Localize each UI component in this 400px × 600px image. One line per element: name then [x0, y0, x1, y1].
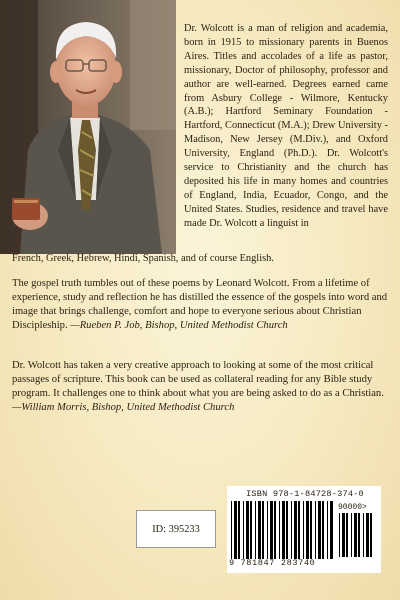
- endorsement-quote-1: [12, 277, 388, 333]
- barcode-bar: [243, 501, 244, 559]
- barcode-bar: [258, 501, 261, 559]
- barcode-bar: [274, 501, 276, 559]
- author-photo: [0, 0, 176, 254]
- barcode-bar: [262, 501, 264, 559]
- author-bio-column: Dr. Wolcott is a man of religion and academia, born in 1915 to missionary parents in Buenos Aires. Titles and accolades of a life as pastor, missionary, Doctor of philosophy, professor and author are well-earned. Degrees earned came from Asbury College - Wilmore, Kentucky (A.B.); Hartford Seminary Foundation - Hartford, Connecticut (M.A.); Drew University - Madison, New Jersey (M.Div.), and Oxford University, England (Ph.D.). Dr. Wolcott's service to Christianity and the church has deposited his life in many homes and countries of England, India, Ecuador, Congo, and the United States. Studies, residence and travel have made Dr. Wolcott a linguist in: [184, 23, 388, 229]
- barcode-bar: [298, 501, 300, 559]
- author-bio-continued: French, Greek, Hebrew, Hindi, Spanish, and of course English.: [12, 253, 274, 264]
- quote-text: The gospel truth tumbles out of these poems by Leonard Wolcott. From a lifetime of experience, study and reflection he has distilled the essence of the gospels into word and image that brings challenge, comfort and hope to everyone serious about Christian Discipleship.: [12, 278, 388, 331]
- isbn-text: ISBN 978-1-84728-374-0: [246, 489, 364, 499]
- ean-barcode-bars: [231, 501, 335, 559]
- barcode-bar: [282, 501, 285, 559]
- barcode-box: [227, 486, 381, 573]
- barcode-bar: [339, 513, 340, 557]
- author-portrait-illustration: [0, 0, 176, 254]
- barcode-bar: [306, 501, 309, 559]
- barcode-bar: [346, 513, 348, 557]
- id-label: ID: 395233: [152, 523, 200, 535]
- price-code: 90000>: [338, 503, 367, 512]
- barcode-bar: [238, 501, 240, 559]
- barcode-bar: [303, 501, 304, 559]
- id-label-box: [136, 510, 216, 548]
- barcode-bar: [255, 501, 256, 559]
- barcode-bar: [294, 501, 297, 559]
- endorsement-quote-2: [12, 359, 388, 415]
- barcode-bar: [351, 513, 352, 557]
- barcode-bar: [286, 501, 288, 559]
- barcode-bar: [354, 513, 357, 557]
- barcode-bar: [310, 501, 312, 559]
- quote-text: Dr. Wolcott has taken a very creative approach to looking at some of the most critical passages of scripture. This book can be used as collateral reading for any Bible study program. It challenges one to think about what you are being asked to do as a Christian.: [12, 360, 384, 399]
- quote-attribution: —William Morris, Bishop, United Methodist Church: [12, 401, 235, 413]
- addon-barcode-bars: [339, 513, 377, 557]
- barcode-bar: [342, 513, 345, 557]
- barcode-bar: [358, 513, 360, 557]
- barcode-bar: [267, 501, 268, 559]
- barcode-bar: [330, 501, 333, 559]
- barcode-bar: [322, 501, 324, 559]
- barcode-bar: [246, 501, 249, 559]
- barcode-bar: [318, 501, 321, 559]
- barcode-bar: [234, 501, 237, 559]
- barcode-bar: [279, 501, 280, 559]
- barcode-bar: [363, 513, 364, 557]
- ean-digits: 9 781847 283740: [229, 558, 316, 568]
- barcode-bar: [270, 501, 273, 559]
- barcode-bar: [327, 501, 328, 559]
- barcode-bar: [315, 501, 316, 559]
- barcode-bar: [370, 513, 372, 557]
- barcode-bar: [366, 513, 369, 557]
- barcode-bar: [231, 501, 232, 559]
- barcode-bar: [250, 501, 252, 559]
- barcode-bar: [291, 501, 292, 559]
- quote-attribution: —Rueben P. Job, Bishop, United Methodist Church: [70, 319, 288, 331]
